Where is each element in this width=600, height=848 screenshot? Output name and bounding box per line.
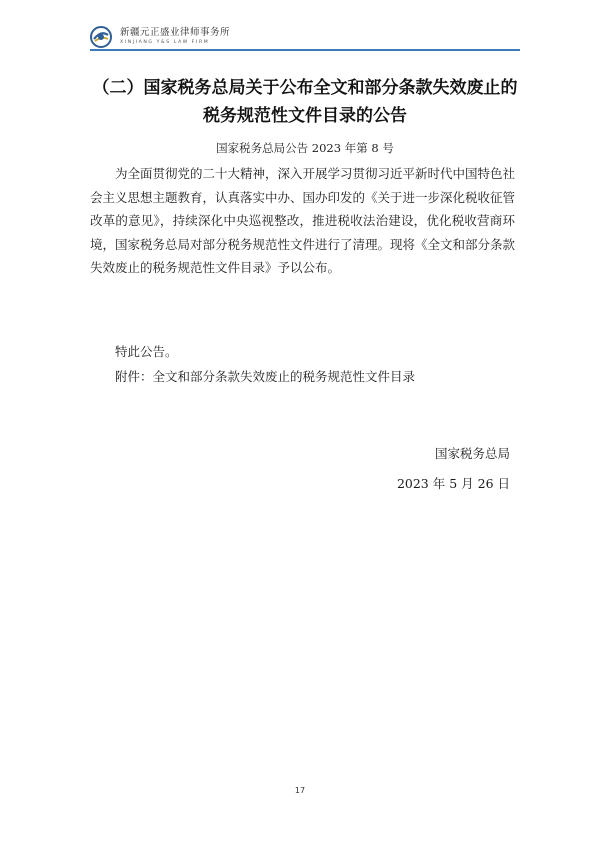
page-number: 17 — [294, 786, 306, 795]
body-paragraph: 为全面贯彻党的二十大精神，深入开展学习贯彻习近平新时代中国特色社会主义思想主题教育，认真落实中办、国办印发的《关于进一步深化税收征管改革的意见》，持续深化中央巡视整改，推进税收法治建设，优化税收营商环境，国家税务总局对部分税务规范性文件进行了清理。现将《全文和部分条款失效废止的税务规范性文件目录》予以公布。 — [90, 166, 516, 275]
attachment-line: 附件：全文和部分条款失效废止的税务规范性文件目录 — [115, 369, 416, 384]
letterhead — [90, 22, 520, 52]
firm-name — [120, 28, 230, 45]
closing-notice: 特此公告。 — [115, 344, 178, 359]
signature-date: 2023 年 5 月 26 日 — [396, 476, 510, 491]
document-title: （二）国家税务总局关于公布全文和部分条款失效废止的税务规范性文件目录的公告 — [92, 78, 518, 126]
header-divider — [90, 49, 520, 51]
signature-organization: 国家税务总局 — [434, 446, 510, 461]
firm-name-cn: 新疆元正盛业律师事务所 — [120, 27, 231, 39]
document-number: 国家税务总局公告 2023 年第 8 号 — [216, 141, 394, 155]
firm-logo-icon — [90, 26, 112, 48]
firm-name-en: XINJIANG Y&S LAW FIRM — [120, 39, 210, 45]
